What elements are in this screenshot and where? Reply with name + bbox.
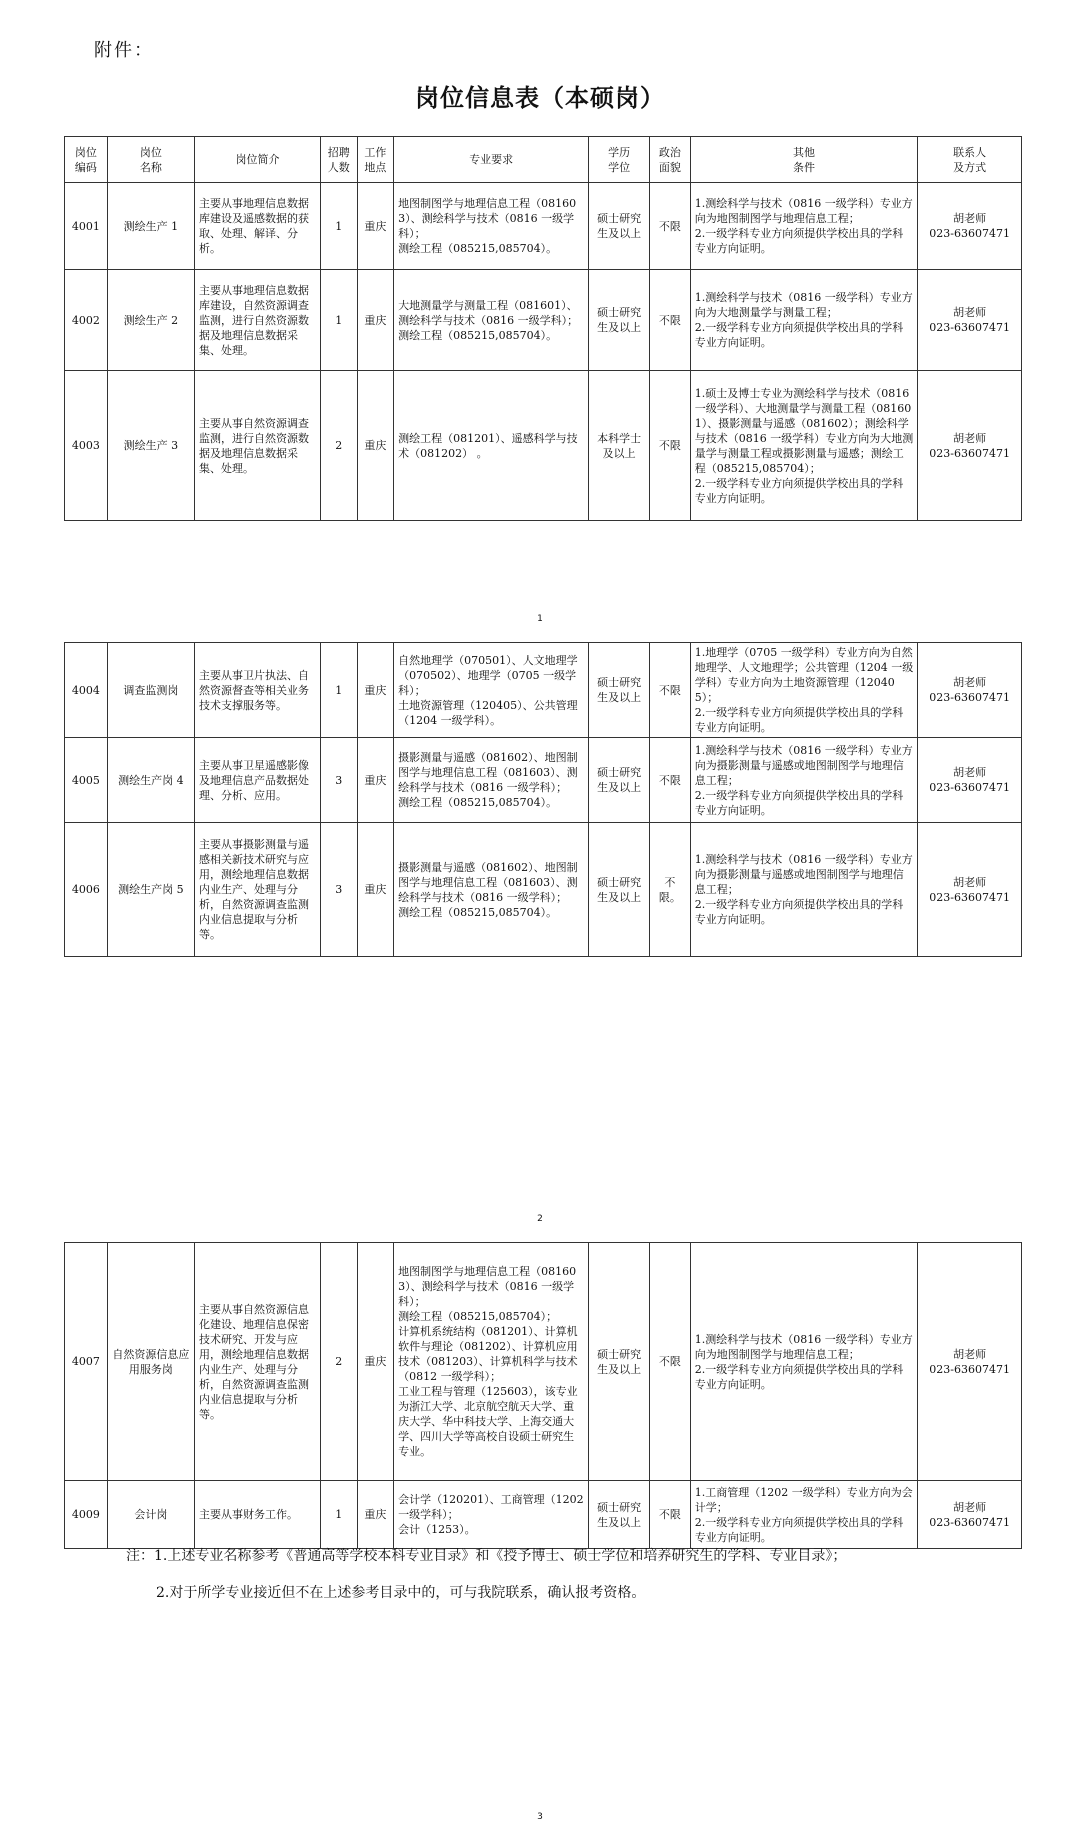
column-header: 其他 条件 bbox=[690, 137, 918, 183]
cell-political: 不限 bbox=[650, 1243, 691, 1481]
note-2: 2.对于所学专业接近但不在上述参考目录中的，可与我院联系，确认报考资格。 bbox=[156, 1585, 646, 1601]
cell-summary: 主要从事地理信息数据库建设，自然资源调查监测，进行自然资源数据及地理信息数据采集、处理。 bbox=[195, 270, 321, 371]
cell-degree: 硕士研究生及以上 bbox=[589, 1481, 650, 1549]
cell-title: 会计岗 bbox=[107, 1481, 194, 1549]
cell-summary: 主要从事摄影测量与遥感相关新技术研究与应用，测绘地理信息数据内业生产、处理与分析，自然资源调查监测内业信息提取与分析等。 bbox=[195, 823, 321, 957]
note-1: 注：1.上述专业名称参考《普通高等学校本科专业目录》和《授予博士、硕士学位和培养研究生的学科、专业目录》； bbox=[126, 1548, 847, 1564]
cell-title: 调查监测岗 bbox=[107, 643, 194, 738]
cell-location: 重庆 bbox=[357, 643, 394, 738]
cell-major: 会计学（120201）、工商管理（1202 一级学科）； 会计（1253）。 bbox=[394, 1481, 589, 1549]
cell-location: 重庆 bbox=[357, 1243, 394, 1481]
cell-political: 不限。 bbox=[650, 823, 691, 957]
cell-headcount: 1 bbox=[320, 643, 357, 738]
cell-code: 4004 bbox=[65, 643, 108, 738]
cell-title: 测绘生产岗 5 bbox=[107, 823, 194, 957]
cell-summary: 主要从事卫星遥感影像及地理信息产品数据处理、分析、应用。 bbox=[195, 738, 321, 823]
cell-degree: 硕士研究生及以上 bbox=[589, 738, 650, 823]
page-number: 1 bbox=[537, 614, 543, 624]
cell-location: 重庆 bbox=[357, 823, 394, 957]
cell-code: 4009 bbox=[65, 1481, 108, 1549]
table-header-row bbox=[65, 137, 1022, 183]
cell-summary: 主要从事卫片执法、自然资源督查等相关业务技术支撑服务等。 bbox=[195, 643, 321, 738]
cell-degree: 硕士研究生及以上 bbox=[589, 823, 650, 957]
cell-location: 重庆 bbox=[357, 270, 394, 371]
cell-other: 1.地理学（0705 一级学科）专业方向为自然地理学、人文地理学；公共管理（1204 一级学科）专业方向为土地资源管理（120405）； 2.一级学科专业方向须提供学校出具的学科专业方向证明。 bbox=[690, 643, 918, 738]
cell-degree: 硕士研究生及以上 bbox=[589, 270, 650, 371]
cell-contact: 胡老师 023-63607471 bbox=[918, 643, 1022, 738]
table-row bbox=[65, 270, 1022, 371]
cell-degree: 硕士研究生及以上 bbox=[589, 183, 650, 270]
page-number: 2 bbox=[537, 1214, 543, 1224]
cell-political: 不限 bbox=[650, 270, 691, 371]
cell-other: 1.测绘科学与技术（0816 一级学科）专业方向为摄影测量与遥感或地图制图学与地理信息工程； 2.一级学科专业方向须提供学校出具的学科专业方向证明。 bbox=[690, 823, 918, 957]
cell-major: 地图制图学与地理信息工程（081603）、测绘科学与技术（0816 一级学科）； 测绘工程（085215,085704）。 bbox=[394, 183, 589, 270]
table-row bbox=[65, 1481, 1022, 1549]
cell-headcount: 1 bbox=[320, 270, 357, 371]
cell-degree: 硕士研究生及以上 bbox=[589, 1243, 650, 1481]
page-number: 3 bbox=[537, 1812, 543, 1822]
cell-other: 1.测绘科学与技术（0816 一级学科）专业方向为地图制图学与地理信息工程； 2.一级学科专业方向须提供学校出具的学科专业方向证明。 bbox=[690, 183, 918, 270]
cell-headcount: 3 bbox=[320, 738, 357, 823]
cell-title: 自然资源信息应用服务岗 bbox=[107, 1243, 194, 1481]
cell-code: 4006 bbox=[65, 823, 108, 957]
cell-location: 重庆 bbox=[357, 183, 394, 270]
cell-title: 测绘生产 3 bbox=[107, 371, 194, 521]
cell-code: 4007 bbox=[65, 1243, 108, 1481]
column-header: 学历 学位 bbox=[589, 137, 650, 183]
cell-major: 大地测量学与测量工程（081601）、测绘科学与技术（0816 一级学科）； 测绘工程（085215,085704）。 bbox=[394, 270, 589, 371]
cell-location: 重庆 bbox=[357, 738, 394, 823]
cell-code: 4002 bbox=[65, 270, 108, 371]
cell-title: 测绘生产岗 4 bbox=[107, 738, 194, 823]
attachment-label: 附件： bbox=[94, 40, 154, 61]
cell-summary: 主要从事财务工作。 bbox=[195, 1481, 321, 1549]
table-row bbox=[65, 183, 1022, 270]
column-header: 工作 地点 bbox=[357, 137, 394, 183]
table-row bbox=[65, 738, 1022, 823]
job-table-page-3 bbox=[64, 1242, 1022, 1549]
cell-code: 4003 bbox=[65, 371, 108, 521]
column-header: 联系人 及方式 bbox=[918, 137, 1022, 183]
cell-title: 测绘生产 2 bbox=[107, 270, 194, 371]
table-row bbox=[65, 823, 1022, 957]
cell-degree: 本科学士及以上 bbox=[589, 371, 650, 521]
cell-major: 地图制图学与地理信息工程（081603）、测绘科学与技术（0816 一级学科）； 测绘工程（085215,085704）； 计算机系统结构（081201）、计算机软件与理论（081202）、计算机应用技术（081203）、计算机科学与技术（0812 一级学科）； 工业工程与管理（125603），该专业为浙江大学、北京航空航天大学、重庆大学、华中科技大学、上海交通大学、四川大学等高校自设硕士研究生专业。 bbox=[394, 1243, 589, 1481]
cell-other: 1.硕士及博士专业为测绘科学与技术（0816 一级学科）、大地测量学与测量工程（081601）、摄影测量与遥感（081602）；测绘科学与技术（0816 一级学科）专业方向为大地测量学与测量工程或摄影测量与遥感；测绘工程（085215,085704）； 2.一级学科专业方向须提供学校出具的学科专业方向证明。 bbox=[690, 371, 918, 521]
table-row bbox=[65, 371, 1022, 521]
column-header: 政治 面貌 bbox=[650, 137, 691, 183]
table-row bbox=[65, 1243, 1022, 1481]
cell-major: 测绘工程（081201）、遥感科学与技术（081202） 。 bbox=[394, 371, 589, 521]
column-header: 招聘 人数 bbox=[320, 137, 357, 183]
cell-summary: 主要从事自然资源调查监测，进行自然资源数据及地理信息数据采集、处理。 bbox=[195, 371, 321, 521]
cell-other: 1.测绘科学与技术（0816 一级学科）专业方向为摄影测量与遥感或地图制图学与地理信息工程； 2.一级学科专业方向须提供学校出具的学科专业方向证明。 bbox=[690, 738, 918, 823]
cell-location: 重庆 bbox=[357, 371, 394, 521]
cell-contact: 胡老师 023-63607471 bbox=[918, 738, 1022, 823]
cell-headcount: 2 bbox=[320, 1243, 357, 1481]
cell-summary: 主要从事地理信息数据库建设及遥感数据的获取、处理、解译、分析。 bbox=[195, 183, 321, 270]
cell-headcount: 2 bbox=[320, 371, 357, 521]
cell-political: 不限 bbox=[650, 738, 691, 823]
column-header: 岗位 名称 bbox=[107, 137, 194, 183]
cell-contact: 胡老师 023-63607471 bbox=[918, 183, 1022, 270]
cell-summary: 主要从事自然资源信息化建设、地理信息保密技术研究、开发与应用，测绘地理信息数据内业生产、处理与分析，自然资源调查监测内业信息提取与分析等。 bbox=[195, 1243, 321, 1481]
cell-other: 1.测绘科学与技术（0816 一级学科）专业方向为大地测量学与测量工程； 2.一级学科专业方向须提供学校出具的学科专业方向证明。 bbox=[690, 270, 918, 371]
cell-location: 重庆 bbox=[357, 1481, 394, 1549]
cell-degree: 硕士研究生及以上 bbox=[589, 643, 650, 738]
cell-title: 测绘生产 1 bbox=[107, 183, 194, 270]
job-table-page-1 bbox=[64, 136, 1022, 521]
cell-contact: 胡老师 023-63607471 bbox=[918, 1243, 1022, 1481]
cell-major: 摄影测量与遥感（081602）、地图制图学与地理信息工程（081603）、测绘科学与技术（0816 一级学科）； 测绘工程（085215,085704）。 bbox=[394, 738, 589, 823]
cell-code: 4001 bbox=[65, 183, 108, 270]
cell-major: 摄影测量与遥感（081602）、地图制图学与地理信息工程（081603）、测绘科学与技术（0816 一级学科）； 测绘工程（085215,085704）。 bbox=[394, 823, 589, 957]
cell-contact: 胡老师 023-63607471 bbox=[918, 823, 1022, 957]
cell-major: 自然地理学（070501）、人文地理学（070502）、地理学（0705 一级学科）； 土地资源管理（120405）、公共管理（1204 一级学科）。 bbox=[394, 643, 589, 738]
column-header: 岗位 编码 bbox=[65, 137, 108, 183]
cell-political: 不限 bbox=[650, 643, 691, 738]
cell-code: 4005 bbox=[65, 738, 108, 823]
cell-political: 不限 bbox=[650, 371, 691, 521]
cell-contact: 胡老师 023-63607471 bbox=[918, 371, 1022, 521]
cell-other: 1.测绘科学与技术（0816 一级学科）专业方向为地图制图学与地理信息工程； 2.一级学科专业方向须提供学校出具的学科专业方向证明。 bbox=[690, 1243, 918, 1481]
table-row bbox=[65, 643, 1022, 738]
job-table-page-2 bbox=[64, 642, 1022, 957]
cell-political: 不限 bbox=[650, 1481, 691, 1549]
column-header: 专业要求 bbox=[394, 137, 589, 183]
cell-headcount: 1 bbox=[320, 1481, 357, 1549]
cell-headcount: 3 bbox=[320, 823, 357, 957]
cell-contact: 胡老师 023-63607471 bbox=[918, 1481, 1022, 1549]
column-header: 岗位简介 bbox=[195, 137, 321, 183]
page-title: 岗位信息表（本硕岗） bbox=[415, 84, 665, 112]
cell-headcount: 1 bbox=[320, 183, 357, 270]
cell-other: 1.工商管理（1202 一级学科）专业方向为会计学； 2.一级学科专业方向须提供学校出具的学科专业方向证明。 bbox=[690, 1481, 918, 1549]
cell-political: 不限 bbox=[650, 183, 691, 270]
cell-contact: 胡老师 023-63607471 bbox=[918, 270, 1022, 371]
